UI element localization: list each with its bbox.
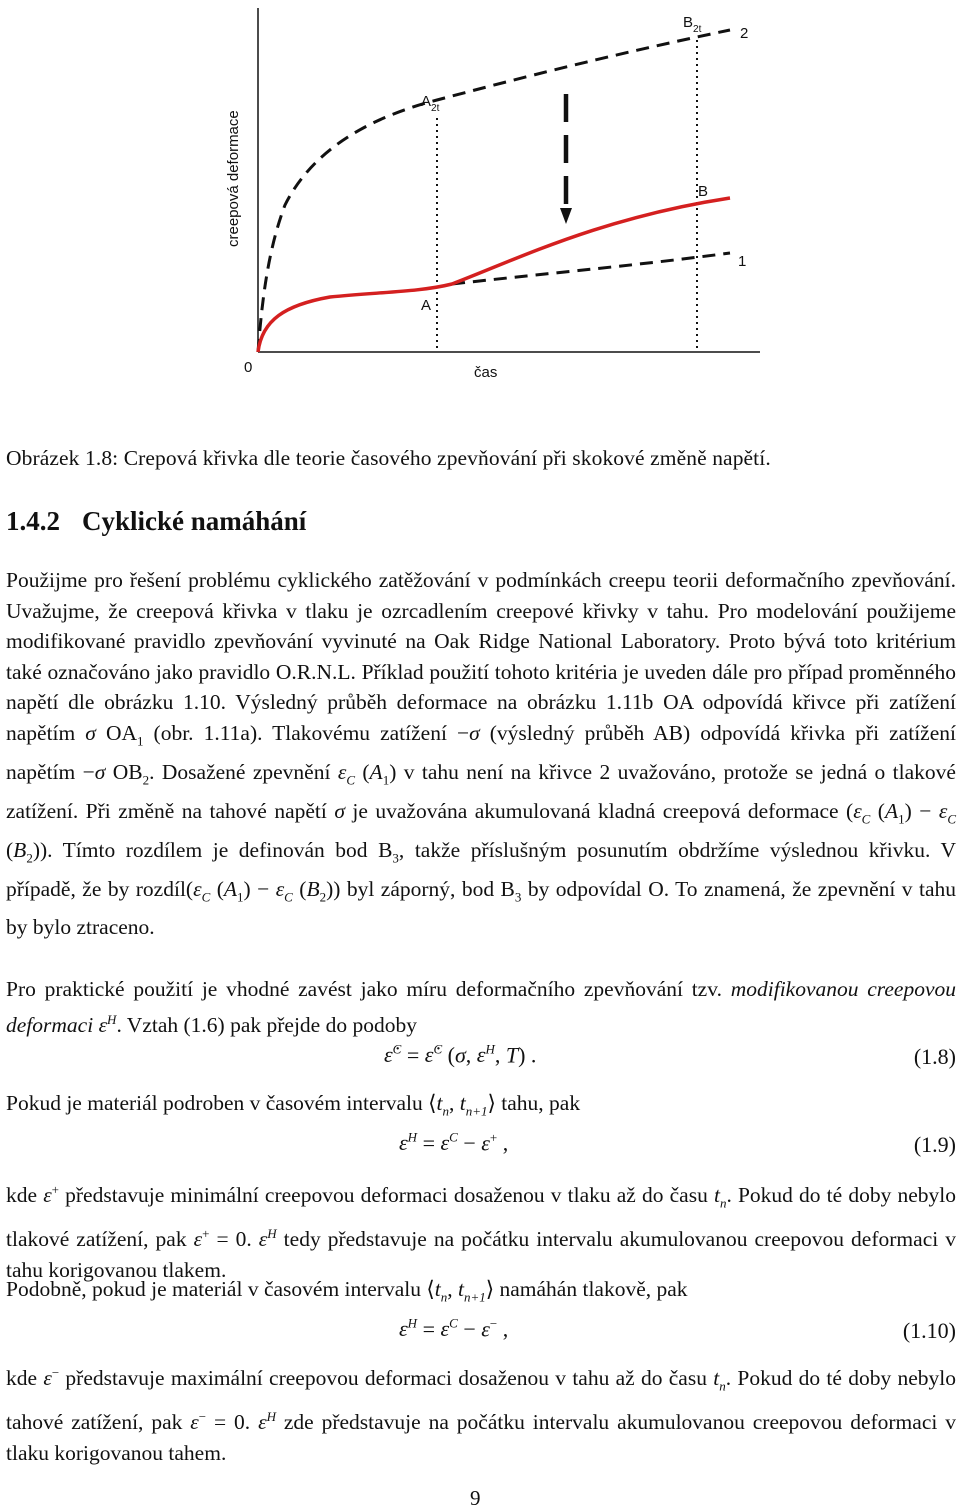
solid-curve-red (258, 198, 730, 352)
creep-figure (0, 0, 960, 400)
paragraph-modified-creep: Pro praktické použití je vhodné zavést jako míru deformačního zpevňování tzv. modifikovanou creepovou deformaci $\varepsilon^H$. Vztah (1.6) pak přejde do podoby (6, 977, 956, 1037)
figure-caption: Obrázek 1.8: Crepová křivka dle teorie časového zpevňování při skokové změně napětí. (6, 446, 771, 470)
point-B-label: B (698, 183, 709, 200)
origin-label: 0 (244, 359, 253, 376)
dashed-curve-2 (258, 30, 730, 352)
paragraph-eps-minus: kde ε− představuje maximální creepovou deformaci dosaženou v tahu až do času $t_n$. Pokud do té doby nebylo tahové zatížení, pak ε− = 0. $\varepsilon^H$ zde představuje na počátku intervalu akumulovanou creepovou deformaci v tlaku korigovanou tahem. (6, 1365, 956, 1465)
y-axis-label: creepová deformace (225, 110, 242, 247)
curve-1-label: 1 (738, 253, 747, 270)
x-axis-label: čas (474, 364, 498, 381)
point-A2t-label: $A_{2t}$ (421, 93, 440, 114)
equation-1-9: $\varepsilon^H = \varepsilon^C - \varepsilon^+$ , (1.9) (399, 1130, 956, 1157)
section-number: 1.4.2 (6, 506, 60, 536)
point-A-label: A (421, 297, 432, 314)
section-title: Cyklické namáhání (82, 506, 307, 536)
point-B2t-label: $B_{2t}$ (683, 14, 702, 35)
section-heading (6, 506, 306, 537)
paragraph-cyclic: Použijme pro řešení problému cyklického zatěžování v podmínkách creepu teorii deformačního zpevňování. Uvažujme, že creepová křivka v tlaku je ozrcadlením creepové křivky v tahu. Pro modelování použijeme modifikované pravidlo zpevňování vyvinuté na Oak Ridge National Laboratory. Proto bývá toto kritérium také označováno jako pravidlo O.R.N.L. Příklad použití tohoto kritéria je uveden dále pro případ proměnného napětí dle obrázku 1.10. Výsledný průběh deformace na obrázku 1.11b OA odpovídá křivce při zatížení napětím σ $OA_1$ (obr. 1.11a). Tlakovému zatížení −σ (výsledný průběh AB) odpovídá křivka při zatížení napětím −σ $OB_2$. Dosažené zpevnění $\varepsilon_C$ $(A_1)$ v tahu není na křivce 2 uvažováno, protože se jedná o tlakové zatížení. Při změně na tahové napětí σ je uvažována akumulovaná kladná creepová deformace ($\varepsilon_C$ $(A_1) - \varepsilon_C$ $(B_2)$). Tímto rozdílem je definován bod $B_3$, takže příslušným posunutím obdržíme výslednou křivku. V případě, že by $rozdíl(\varepsilon_C$ $(A_1) - \varepsilon_C$ $(B_2)$) byl záporný, bod $B_3$ by odpovídal O. To znamená, že zpevnění v tahu by bylo ztraceno. (6, 568, 956, 940)
paragraph-compression-interval: Podobně, pokud je materiál v časovém intervalu $⟨t_n$, $t_{n+1}⟩$ namáhán tlakově, pak (6, 1277, 688, 1305)
equation-1-10: $\varepsilon^H = \varepsilon^C - \varepsilon^-$ , (1.10) (399, 1316, 956, 1343)
curve-2-label: 2 (740, 25, 749, 42)
page-number: 9 (470, 1486, 481, 1510)
paragraph-eps-plus: kde ε+ představuje minimální creepovou deformaci dosaženou v tlaku až do času $t_n$. Pokud do té doby nebylo tlakové zatížení, pak ε+ = 0. $\varepsilon^H$ tedy představuje na počátku intervalu akumulovanou creepovou deformaci v tahu korigovanou tlakem. (6, 1182, 956, 1282)
equation-1-8: ε̇$^C$ = ε̇$^C$ (σ, $\varepsilon^H$, T) . (1.8) (384, 1042, 956, 1069)
paragraph-tension-interval: Pokud je materiál podroben v časovém intervalu $⟨t_n$, $t_{n+1}⟩$ tahu, pak (6, 1091, 581, 1119)
shift-arrow-head (560, 208, 572, 224)
